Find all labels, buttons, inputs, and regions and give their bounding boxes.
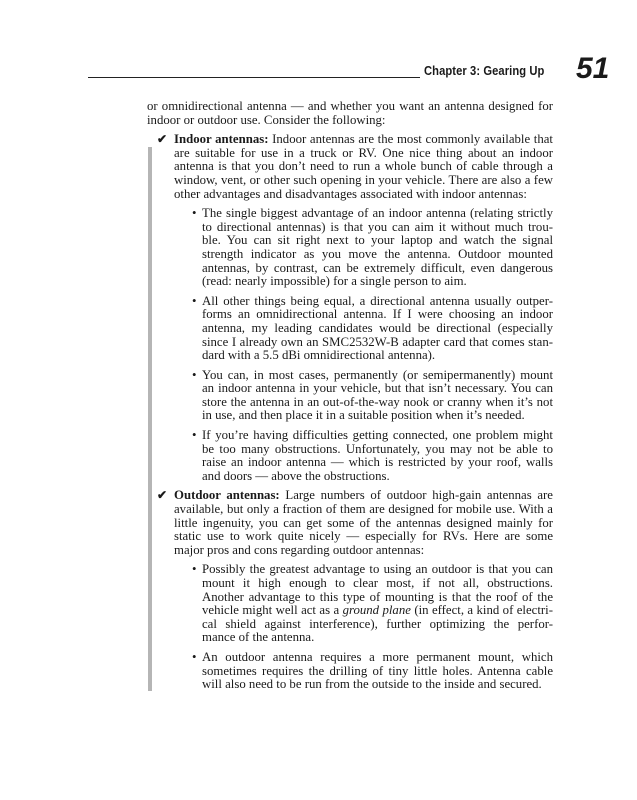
text-line: sometimes requires the drilling of tiny little holes. Antenna cable	[202, 663, 553, 678]
text-line: or omnidirectional antenna — and whether you want an antenna designed for	[147, 99, 553, 113]
text-line: and doors — above the obstructions.	[202, 468, 390, 483]
intro-paragraph	[147, 100, 553, 127]
item-label: Indoor antennas:	[174, 132, 269, 147]
text-line: store the antenna in an out-of-the-way nook or cranny when it’s not	[202, 394, 553, 409]
bullet-icon: •	[192, 293, 197, 308]
text-line: major pros and cons regarding outdoor antennas:	[174, 542, 425, 557]
bullet-item	[192, 649, 553, 692]
text-line: antenna is that you don’t need to run a whole bunch of cable through a	[174, 159, 553, 174]
text-line: other advantages and disadvantages associated with indoor antennas:	[174, 186, 527, 201]
checkmark-icon: ✔	[157, 132, 168, 147]
text-line: dard with a 5.5 dBi omnidirectional antenna).	[202, 348, 436, 363]
bullet-item	[192, 428, 553, 483]
text-segment: Indoor antennas are the most commonly available that	[268, 132, 553, 147]
bullet-list	[192, 562, 553, 692]
text-line: will also need to be run from the outside to the inside and secured.	[202, 677, 542, 692]
text-line: Possibly the greatest advantage to using an outdoor is that you can	[202, 562, 553, 577]
text-segment: (in effect, a kind of electri-	[410, 603, 553, 618]
text-line: since I already own an SMC2532W-B adapter card that comes stan-	[202, 334, 553, 349]
text-line: cal shield against interference), further optimizing the perfor-	[202, 616, 553, 631]
list-item	[157, 488, 553, 692]
text-line: antenna, my leading candidates would be directional (especially	[202, 320, 553, 335]
text-line: mount it high enough to clear most, if not all, obstructions.	[202, 576, 553, 590]
bullet-icon: •	[192, 562, 197, 577]
bullet-item	[192, 562, 553, 645]
bullet-icon: •	[192, 649, 197, 664]
text-line: window, vent, or other such opening in your vehicle. There are also a few	[174, 172, 553, 187]
text-line: strength indicator as you move the antenna. Outdoor mounted	[202, 246, 553, 261]
text-line: (read: nearly impossible) for a single person to aim.	[202, 274, 467, 289]
text-line: raise an indoor antenna — which is restricted by your roof, walls	[202, 455, 553, 470]
checkmark-icon: ✔	[157, 488, 168, 503]
bullet-item	[192, 206, 553, 289]
bullet-list	[192, 206, 553, 483]
text-line	[174, 133, 553, 147]
text-line: The single biggest advantage of an indoor antenna (relating strictly	[202, 206, 553, 221]
text-line: Another advantage to this type of mounting is that the roof of the	[202, 589, 553, 604]
text-line: antennas, by contrast, can be extremely difficult, even dangerous	[202, 260, 553, 275]
bullet-item	[192, 367, 553, 423]
text-line: in use, and then place it in a suitable position when it’s needed.	[202, 408, 525, 423]
text-line: static use to work quite nicely — especially for RVs. Here are some	[174, 529, 553, 544]
text-line: An outdoor antenna requires a more permanent mount, which	[202, 649, 553, 664]
bullet-icon: •	[192, 206, 197, 221]
text-line: mance of the antenna.	[202, 630, 315, 645]
list-item	[157, 132, 553, 483]
text-line: You can, in most cases, permanently (or semipermanently) mount	[202, 367, 553, 382]
bullet-item	[192, 293, 553, 363]
text-line: are suitable for use in a truck or RV. One nice thing about an indoor	[174, 145, 553, 160]
text-line: indoor or outdoor use. Consider the following:	[147, 112, 386, 127]
text-line: If you’re having difficulties getting connected, one problem might	[202, 428, 553, 443]
text-line	[202, 604, 553, 618]
bullet-icon: •	[192, 367, 197, 382]
text-line: ble. You can sit right next to your laptop and watch the signal	[202, 233, 553, 248]
bullet-icon: •	[192, 428, 197, 443]
item-label: Outdoor antennas:	[174, 488, 280, 503]
text-line: available, but only a fraction of them are designed for mobile use. With a	[174, 502, 553, 517]
body-text	[147, 100, 553, 692]
text-segment: vehicle might well act as a	[202, 603, 343, 618]
header-rule	[88, 77, 420, 78]
text-line: to directional antennas) is that you can aim it without much trou-	[202, 219, 553, 234]
text-line: forms an omnidirectional antenna. If I were choosing an indoor	[202, 307, 553, 322]
text-line	[174, 489, 553, 503]
page-number: 51	[576, 52, 610, 85]
running-header-chapter: Chapter 3: Gearing Up	[424, 63, 545, 78]
text-line: be too many obstructions. Unfortunately, you may not be able to	[202, 441, 553, 456]
text-line: little ingenuity, you can get some of the antennas designed mainly for	[174, 515, 553, 530]
text-line: All other things being equal, a directional antenna usually outper-	[202, 293, 553, 308]
text-line: an indoor antenna in your vehicle, but that isn’t necessary. You can	[202, 381, 553, 396]
italic-term: ground plane	[342, 603, 411, 618]
text-segment: Large numbers of outdoor high-gain antennas are	[279, 488, 553, 503]
